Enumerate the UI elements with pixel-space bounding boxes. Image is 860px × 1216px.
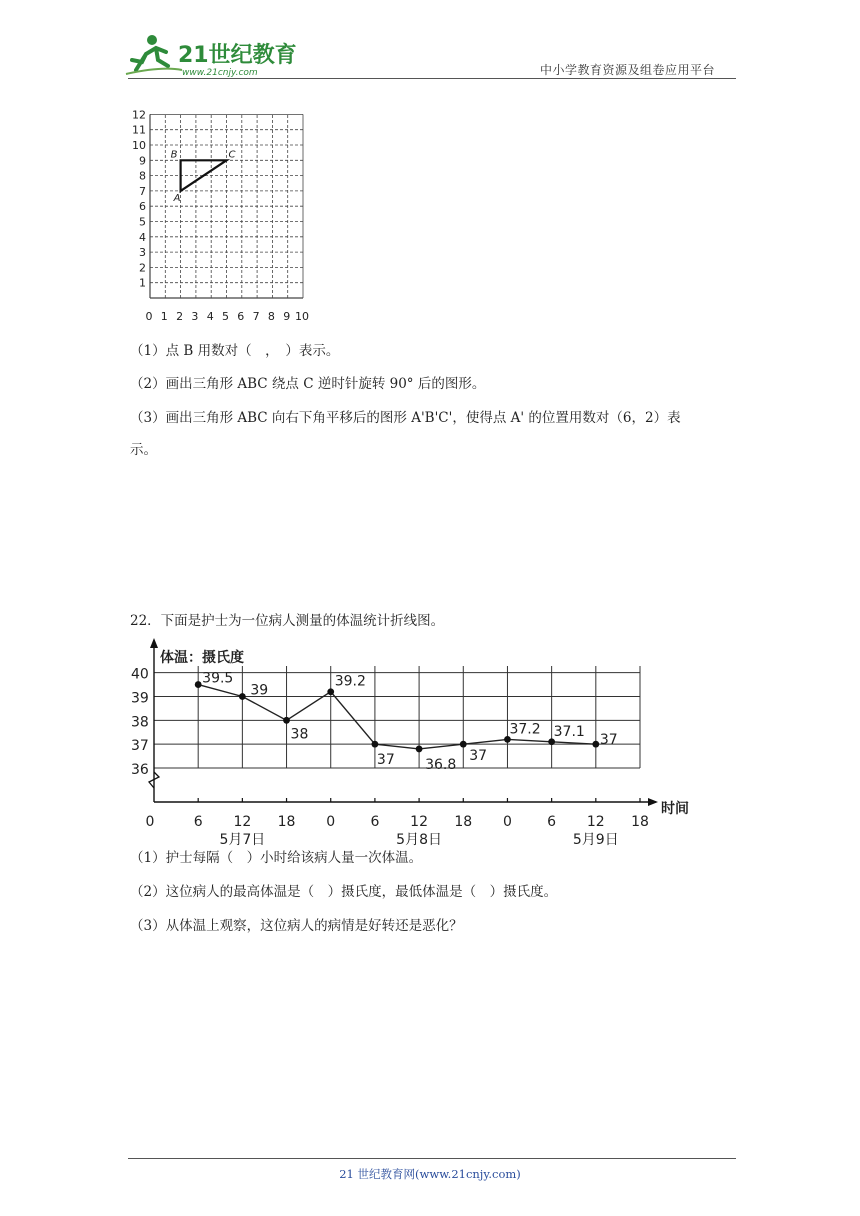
grid-x-tick-label: 0 (145, 310, 153, 323)
grid-x-tick-label: 1 (160, 310, 168, 323)
grid-y-tick-label: 7 (139, 184, 146, 198)
q22-title: 22．下面是护士为一位病人测量的体温统计折线图。 (130, 613, 445, 629)
chart-x-axis-label: 时间 (661, 801, 689, 817)
grid-y-tick-label: 11 (132, 123, 146, 137)
chart-y-tick-label: 37 (131, 738, 149, 755)
logo-text: 21世纪教育 (178, 43, 297, 68)
grid-y-tick-label: 10 (132, 139, 146, 152)
chart-x-tick-label: 12 (586, 814, 605, 830)
grid-y-tick-label: 3 (139, 246, 146, 260)
header-divider (128, 78, 736, 79)
data-point (327, 688, 334, 695)
chart-x-tick-label: 6 (193, 814, 203, 830)
chart-x-tick-label: 6 (547, 814, 557, 830)
grid-lines (150, 114, 303, 298)
grid-x-tick-label: 10 (295, 310, 309, 323)
temperature-line-chart (128, 636, 708, 848)
data-value-label: 39 (250, 682, 269, 699)
chart-date-label: 5月9日 (572, 832, 619, 848)
q21-part1: （1）点 B 用数对（ ， ）表示。 (130, 343, 340, 359)
data-value-label: 39.5 (202, 670, 234, 687)
footer-divider (128, 1158, 736, 1159)
chart-x-tick-label: 12 (410, 814, 429, 830)
grid-y-tick-label: 6 (139, 200, 146, 214)
grid-y-tick-label: 8 (139, 169, 146, 183)
chart-x-tick-label: 6 (370, 814, 380, 830)
chart-series (195, 671, 618, 773)
chart-x-tick-label: 18 (277, 814, 296, 830)
chart-x-tick-label: 18 (454, 814, 473, 830)
grid-x-tick-label: 6 (237, 310, 245, 323)
grid-y-tick-label: 5 (139, 215, 146, 229)
vertex-label-c: C (228, 149, 236, 161)
grid-y-tick-label: 2 (139, 261, 146, 275)
vertex-label-b: B (170, 149, 178, 161)
data-point (416, 746, 423, 753)
logo-url: www.21cnjy.com (182, 68, 258, 78)
chart-y-tick-label: 39 (131, 690, 149, 707)
chart-y-axis-label: 体温：摄氏度 (160, 650, 244, 666)
grid-x-tick-label: 2 (176, 310, 184, 323)
data-point (460, 741, 467, 748)
q21-part3-line2: 示。 (130, 442, 157, 458)
data-value-label: 37.1 (553, 723, 585, 740)
y-axis-arrow-icon (150, 638, 158, 648)
chart-date-label: 5月7日 (219, 832, 266, 848)
grid-x-tick-label: 8 (267, 310, 275, 323)
chart-date-label: 5月8日 (396, 832, 443, 848)
chart-y-tick-label: 36 (131, 762, 149, 778)
data-point (195, 681, 202, 688)
q22-part2: （2）这位病人的最高体温是（ ）摄氏度，最低体温是（ ）摄氏度。 (130, 884, 558, 900)
data-point (239, 693, 246, 700)
q21-part2: （2）画出三角形 ABC 绕点 C 逆时针旋转 90° 后的图形。 (130, 376, 486, 392)
chart-y-tick-label: 38 (131, 714, 149, 731)
grid-y-tick-label: 1 (139, 276, 146, 290)
grid-y-ticks (132, 108, 146, 289)
x-axis-arrow-icon (648, 798, 658, 806)
q21-part3-line1: （3）画出三角形 ABC 向右下角平移后的图形 A'B'C'，使得点 A' 的位置用数对（6，2）表 (130, 410, 681, 426)
coordinate-grid-figure (128, 108, 328, 328)
data-value-label: 39.2 (334, 673, 366, 690)
data-value-label: 38 (290, 726, 309, 743)
grid-x-tick-label: 5 (222, 310, 229, 323)
chart-x-tick-label: 0 (502, 814, 512, 830)
grid-x-tick-label: 9 (283, 310, 291, 323)
grid-x-tick-label: 3 (191, 310, 199, 323)
chart-x-tick-label: 18 (631, 814, 649, 830)
data-value-label: 37.2 (509, 721, 541, 738)
data-value-label: 37 (599, 732, 618, 749)
site-logo (122, 30, 297, 78)
chart-x-tick-label: 0 (145, 814, 155, 830)
chart-x-tick-label: 12 (233, 814, 252, 830)
data-value-label: 36.8 (425, 756, 457, 773)
chart-y-tick-label: 40 (131, 666, 149, 683)
q22-part1: （1）护士每隔（ ）小时给该病人量一次体温。 (130, 850, 423, 866)
footer-link[interactable]: 21 世纪教育网(www.21cnjy.com) (339, 1167, 521, 1181)
grid-x-ticks (146, 310, 310, 323)
grid-y-tick-label: 4 (139, 230, 146, 244)
header-tagline: 中小学教育资源及组卷应用平台 (540, 63, 716, 77)
data-value-label: 37 (376, 752, 395, 769)
q22-part3: （3）从体温上观察，这位病人的病情是好转还是恶化？ (130, 918, 463, 934)
logo-runner-icon (122, 30, 297, 78)
data-point (592, 741, 599, 748)
grid-y-tick-label: 9 (139, 154, 146, 168)
data-point (372, 741, 379, 748)
grid-y-tick-label: 12 (132, 108, 146, 122)
data-point (283, 717, 290, 724)
grid-x-tick-label: 4 (206, 310, 214, 323)
chart-x-tick-label: 0 (326, 814, 336, 830)
data-value-label: 37 (469, 748, 488, 765)
vertex-label-a: A (173, 192, 181, 204)
grid-x-tick-label: 7 (252, 310, 260, 323)
